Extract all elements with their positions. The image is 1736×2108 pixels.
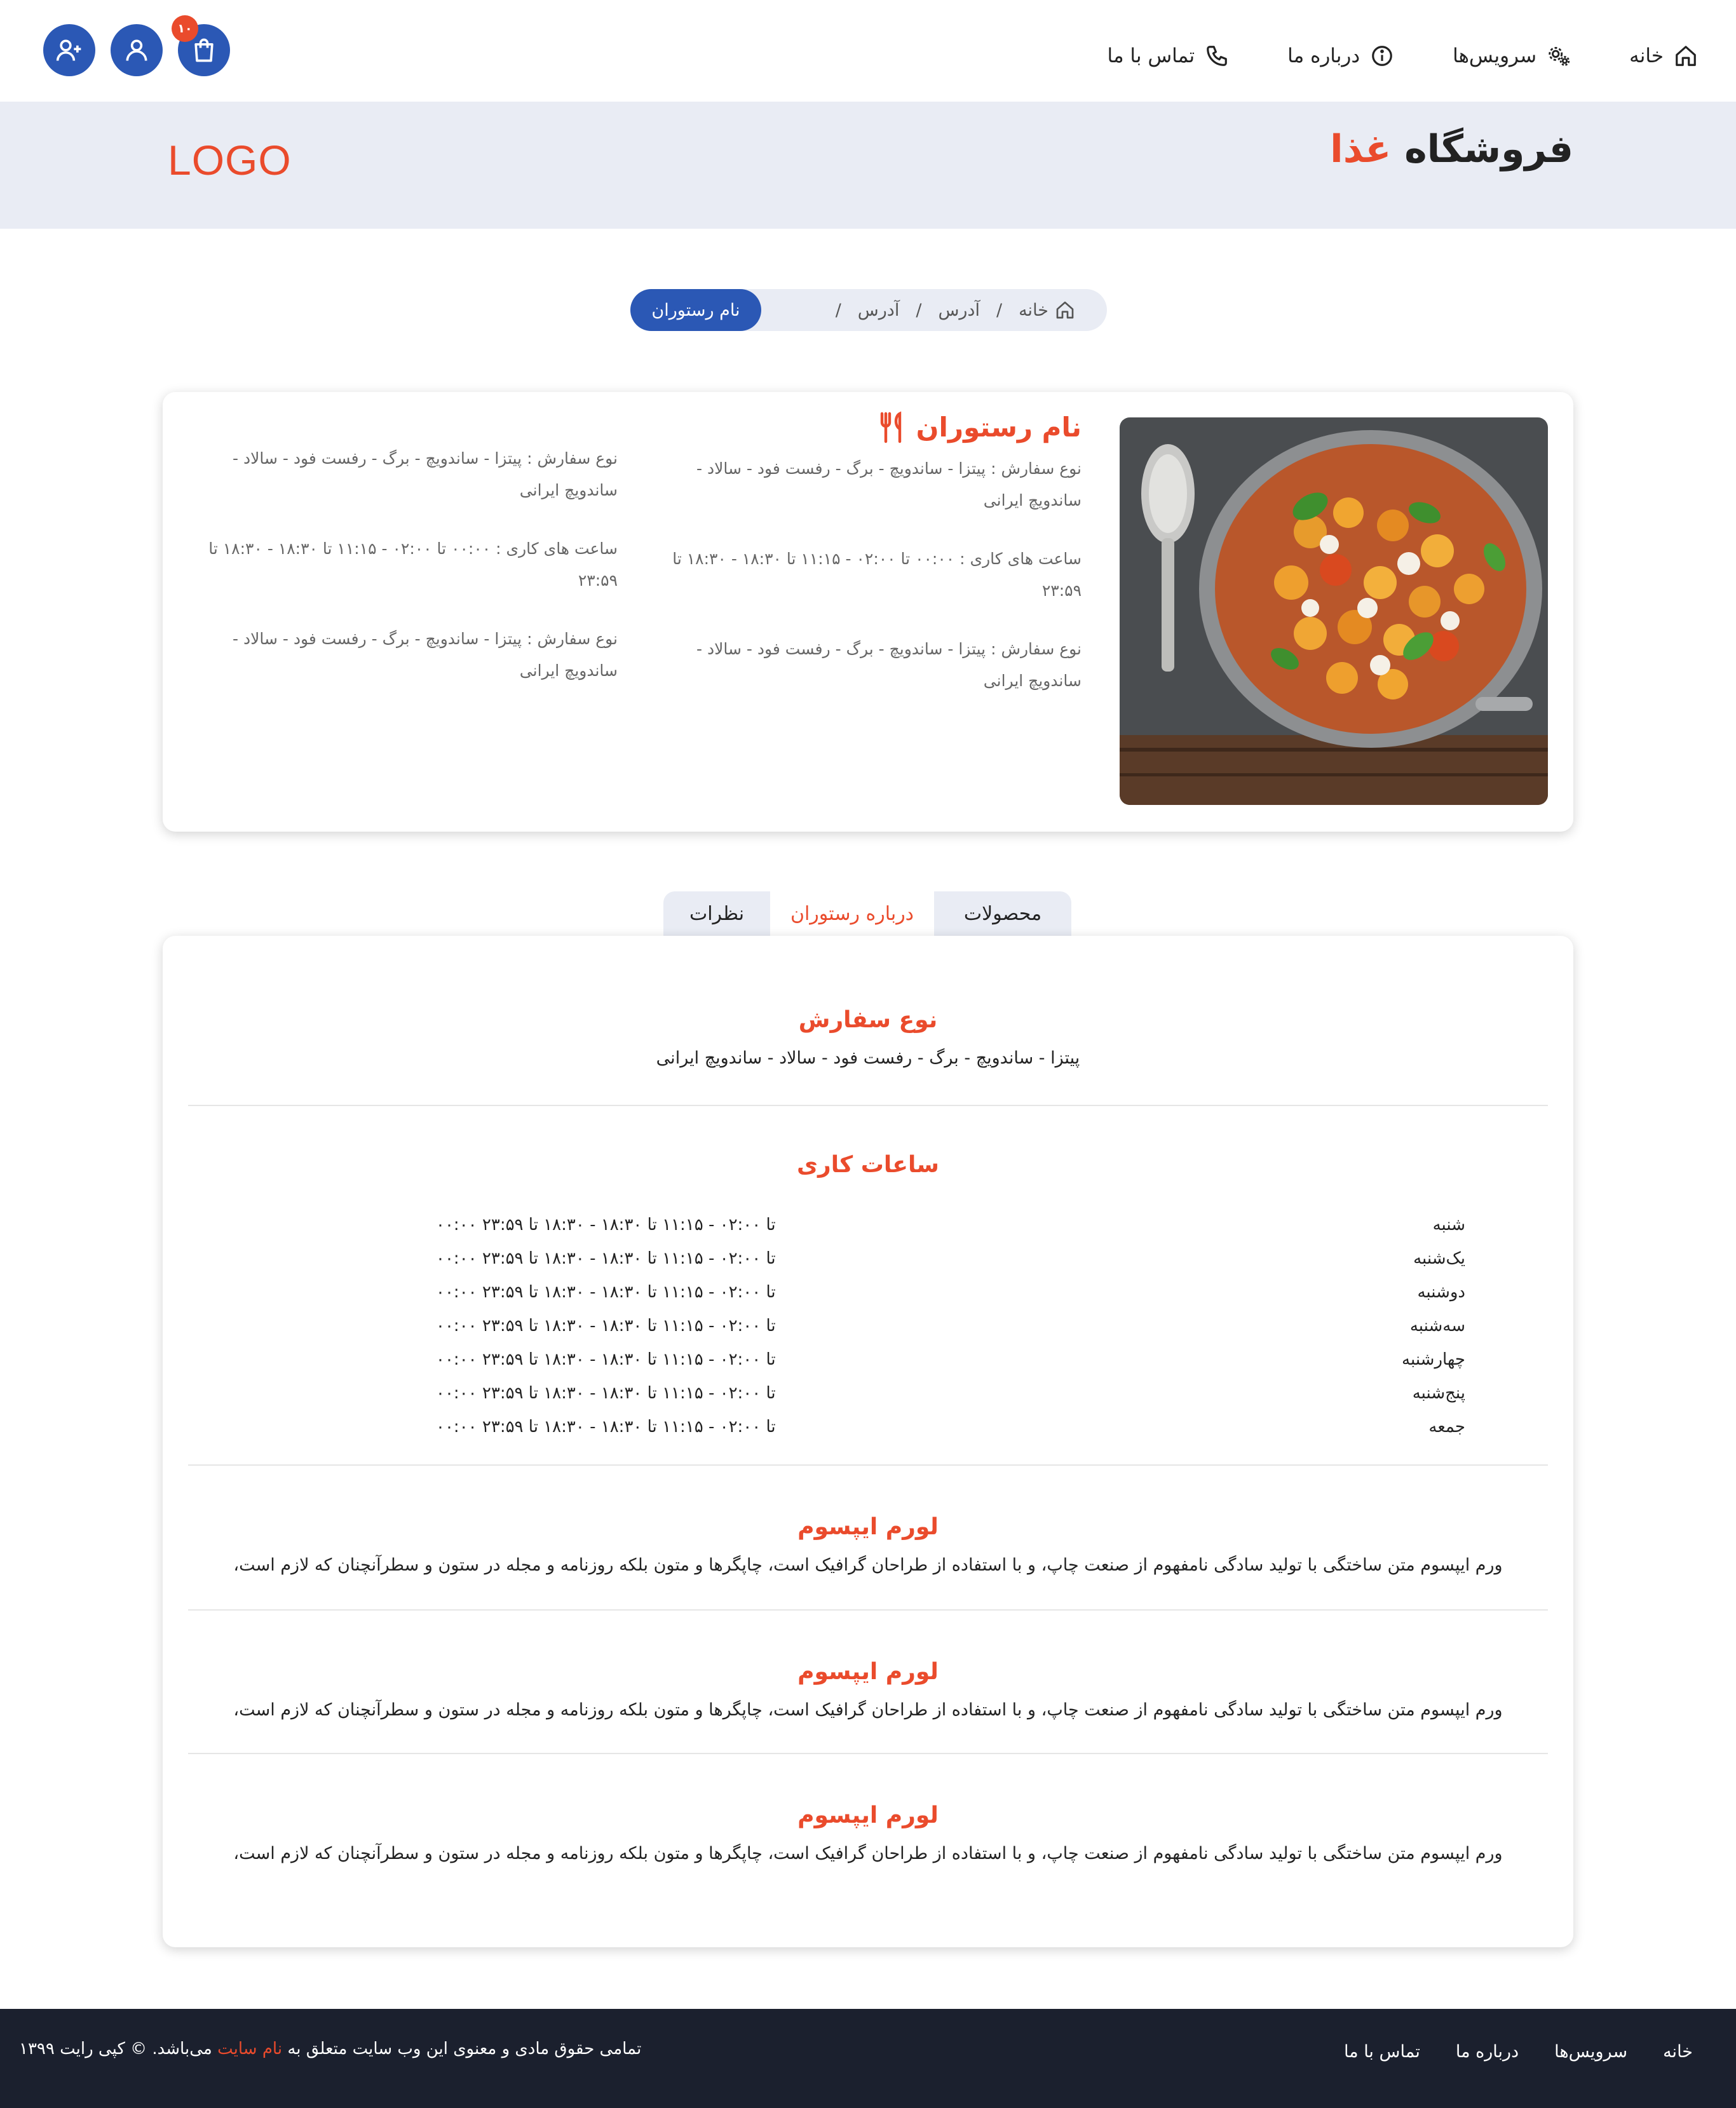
footer <box>0 2009 1736 2108</box>
hours-day: چهارشنبه <box>1402 1350 1465 1369</box>
lorem-title: لورم ایپسوم <box>797 1802 939 1828</box>
lorem-title: لورم ایپسوم <box>797 1514 939 1540</box>
footer-home-link[interactable]: خانه <box>1663 2042 1693 2062</box>
cart-button[interactable] <box>178 24 230 76</box>
restaurant-photo <box>1120 417 1548 805</box>
copyright-after: می‌باشد. © کپی رایت ۱۳۹۹ <box>19 2039 212 2058</box>
nav-contact-label: تماس با ما <box>1107 44 1195 67</box>
hours-row <box>436 1316 1465 1350</box>
hours-row <box>436 1249 1465 1283</box>
working-hours-section <box>188 1152 1548 1178</box>
logo[interactable]: LOGO <box>168 137 292 184</box>
info-icon <box>1370 44 1394 68</box>
divider <box>188 1464 1548 1466</box>
hours-time: ۰۰:۰۰ تا ۰۲:۰۰ - ۱۱:۱۵ تا ۱۸:۳۰ - ۱۸:۳۰ تا ۲۳:۵۹ <box>436 1316 776 1335</box>
breadcrumb <box>630 289 1107 331</box>
order-type-title: نوع سفارش <box>798 1007 938 1033</box>
lorem-title: لورم ایپسوم <box>797 1659 939 1685</box>
restaurant-name <box>643 411 1082 444</box>
restaurant-tabs <box>663 891 1071 936</box>
lorem-text: ورم ایپسوم متن ساختگی با تولید سادگی نامفهوم از صنعت چاپ، و با استفاده از طراحان گرافیک است، چاپگرها و متون بلکه روزنامه و مجله در ستون و سطرآنچنان که لازم است، <box>233 1555 1503 1575</box>
order-type-line: نوع سفارش : پیتزا - ساندویچ - برگ - رفست فود - سالاد - ساندویچ ایرانی <box>233 630 618 680</box>
utensils-icon <box>877 411 907 444</box>
hours-time: ۰۰:۰۰ تا ۰۲:۰۰ - ۱۱:۱۵ تا ۱۸:۳۰ - ۱۸:۳۰ تا ۲۳:۵۹ <box>436 1384 776 1403</box>
site-title-main: فروشگاه <box>1404 127 1573 172</box>
hours-time: ۰۰:۰۰ تا ۰۲:۰۰ - ۱۱:۱۵ تا ۱۸:۳۰ - ۱۸:۳۰ تا ۲۳:۵۹ <box>436 1350 776 1369</box>
lorem-section <box>188 1802 1548 1863</box>
footer-links <box>1344 2042 1693 2062</box>
nav-links <box>1108 0 1699 112</box>
hours-day: سه‌شنبه <box>1409 1316 1465 1335</box>
hours-day: یک‌شنبه <box>1413 1249 1465 1268</box>
lorem-text: ورم ایپسوم متن ساختگی با تولید سادگی نامفهوم از صنعت چاپ، و با استفاده از طراحان گرافیک است، چاپگرها و متون بلکه روزنامه و مجله در ستون و سطرآنچنان که لازم است، <box>233 1844 1503 1863</box>
gears-icon <box>1547 44 1571 68</box>
order-type-line: نوع سفارش : پیتزا - ساندویچ - برگ - رفست فود - سالاد - ساندویچ ایرانی <box>696 640 1082 690</box>
hours-time: ۰۰:۰۰ تا ۰۲:۰۰ - ۱۱:۱۵ تا ۱۸:۳۰ - ۱۸:۳۰ تا ۲۳:۵۹ <box>436 1249 776 1268</box>
nav-about-label: درباره ما <box>1287 44 1360 67</box>
hours-day: شنبه <box>1432 1215 1465 1234</box>
divider <box>188 1753 1548 1754</box>
cart-count-badge: ۱۰ <box>172 15 198 42</box>
hours-row <box>436 1384 1465 1417</box>
hours-time: ۰۰:۰۰ تا ۰۲:۰۰ - ۱۱:۱۵ تا ۱۸:۳۰ - ۱۸:۳۰ تا ۲۳:۵۹ <box>436 1215 776 1234</box>
hours-row <box>436 1417 1465 1451</box>
footer-contact-link[interactable]: تماس با ما <box>1343 2042 1420 2062</box>
working-hours-table <box>436 1215 1465 1451</box>
register-button[interactable] <box>43 24 95 76</box>
order-type-line: نوع سفارش : پیتزا - ساندویچ - برگ - رفست فود - سالاد - ساندویچ ایرانی <box>696 459 1082 510</box>
working-hours-line: ساعت های کاری : ۰۰:۰۰ تا ۰۲:۰۰ - ۱۱:۱۵ تا ۱۸:۳۰ - ۱۸:۳۰ تا ۲۳:۵۹ <box>672 550 1082 600</box>
nav-contact-link[interactable] <box>1108 44 1230 68</box>
tab-reviews[interactable]: نظرات <box>663 891 770 936</box>
copyright-site-link[interactable]: نام سایت <box>217 2039 283 2058</box>
login-button[interactable] <box>111 24 163 76</box>
breadcrumb-separator: / <box>916 300 922 320</box>
breadcrumb-address-1[interactable]: آدرس <box>938 300 980 320</box>
nav-home-link[interactable] <box>1629 44 1698 68</box>
about-restaurant-panel <box>163 936 1573 1947</box>
copyright-before: تمامی حقوق مادی و معنوی این وب سایت متعلق به <box>287 2039 642 2058</box>
order-type-section <box>188 1007 1548 1068</box>
hours-day: دوشنبه <box>1417 1283 1465 1302</box>
divider <box>188 1609 1548 1611</box>
user-icon <box>123 36 151 64</box>
hours-day: پنج‌شنبه <box>1412 1384 1465 1403</box>
lorem-text: ورم ایپسوم متن ساختگی با تولید سادگی نامفهوم از صنعت چاپ، و با استفاده از طراحان گرافیک است، چاپگرها و متون بلکه روزنامه و مجله در ستون و سطرآنچنان که لازم است، <box>233 1700 1503 1720</box>
breadcrumb-separator: / <box>835 300 841 320</box>
nav-services-label: سرویس‌ها <box>1453 44 1537 67</box>
restaurant-name-label: نام رستوران <box>916 412 1082 443</box>
working-hours-title: ساعات کاری <box>797 1152 939 1178</box>
home-icon <box>1674 44 1698 68</box>
top-navbar <box>0 0 1736 102</box>
breadcrumb-current[interactable]: نام رستوران <box>630 289 761 331</box>
nav-services-link[interactable] <box>1453 44 1571 68</box>
footer-about-link[interactable]: درباره ما <box>1455 2042 1519 2062</box>
nav-home-label: خانه <box>1629 44 1664 67</box>
tab-products[interactable]: محصولات <box>934 891 1071 936</box>
nav-actions <box>43 24 230 76</box>
hours-row <box>436 1283 1465 1316</box>
order-type-text: پیتزا - ساندویچ - برگ - رفست فود - سالاد - ساندویچ ایرانی <box>656 1048 1080 1068</box>
breadcrumb-address-2[interactable]: آدرس <box>857 300 900 320</box>
hours-day: جمعه <box>1428 1417 1465 1436</box>
nav-about-link[interactable] <box>1287 44 1394 68</box>
breadcrumb-home-label: خانه <box>1019 300 1048 320</box>
shopping-bag-icon <box>190 36 218 64</box>
hours-time: ۰۰:۰۰ تا ۰۲:۰۰ - ۱۱:۱۵ تا ۱۸:۳۰ - ۱۸:۳۰ تا ۲۳:۵۹ <box>436 1283 776 1302</box>
footer-services-link[interactable]: سرویس‌ها <box>1554 2042 1628 2062</box>
user-plus-icon <box>55 36 83 64</box>
order-type-line: نوع سفارش : پیتزا - ساندویچ - برگ - رفست فود - سالاد - ساندویچ ایرانی <box>233 449 618 499</box>
breadcrumb-separator: / <box>996 300 1003 320</box>
divider <box>188 1105 1548 1106</box>
restaurant-details-secondary <box>186 443 618 713</box>
lorem-section <box>188 1514 1548 1575</box>
hours-row <box>436 1215 1465 1249</box>
lorem-section <box>188 1659 1548 1720</box>
tab-about-restaurant[interactable]: درباره رستوران <box>770 891 934 936</box>
working-hours-line: ساعت های کاری : ۰۰:۰۰ تا ۰۲:۰۰ - ۱۱:۱۵ تا ۱۸:۳۰ - ۱۸:۳۰ تا ۲۳:۵۹ <box>208 539 618 590</box>
copyright-text <box>19 2039 641 2058</box>
restaurant-info-card <box>163 392 1573 832</box>
hours-time: ۰۰:۰۰ تا ۰۲:۰۰ - ۱۱:۱۵ تا ۱۸:۳۰ - ۱۸:۳۰ تا ۲۳:۵۹ <box>436 1417 776 1436</box>
breadcrumb-home[interactable] <box>1019 300 1075 320</box>
home-icon <box>1055 300 1075 320</box>
restaurant-details <box>643 411 1082 724</box>
site-title-accent: غذا <box>1330 127 1392 172</box>
hero-banner <box>0 102 1736 229</box>
phone-icon <box>1205 44 1229 68</box>
site-title <box>1330 127 1573 172</box>
hours-row <box>436 1350 1465 1384</box>
